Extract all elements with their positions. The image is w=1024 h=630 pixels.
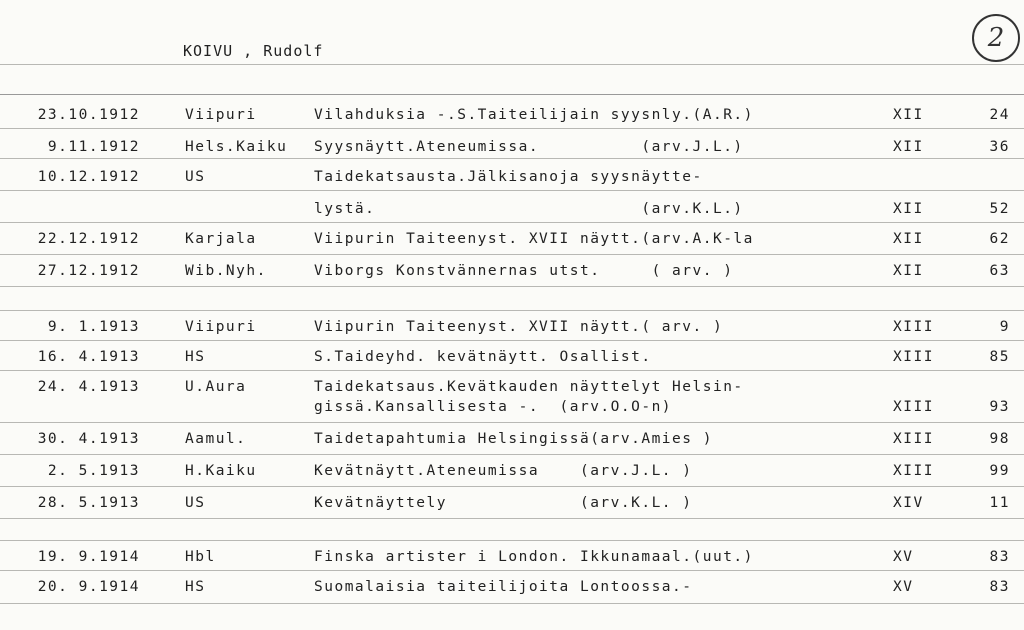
entry-date: 30. 4.1913 [37, 431, 140, 447]
entry-source: Wib.Nyh. [185, 263, 267, 279]
entry-source: Karjala [185, 231, 257, 247]
entry-volume: XII [893, 231, 924, 247]
entry-description: Syysnäytt.Ateneumissa. (arv.J.L.) [314, 139, 744, 155]
entry-date: 9. 1.1913 [47, 319, 140, 335]
entry-volume: XII [893, 201, 924, 217]
entry-date: 19. 9.1914 [37, 549, 140, 565]
entry-description: Taidetapahtumia Helsingissä(arv.Amies ) [314, 431, 713, 447]
entry-page: 62 [989, 231, 1010, 247]
entry-page: 83 [989, 549, 1010, 565]
entry-page: 63 [989, 263, 1010, 279]
card-header-name: KOIVU , Rudolf [183, 42, 324, 60]
entry-volume: XIII [893, 463, 934, 479]
entry-page: 85 [989, 349, 1010, 365]
entry-volume: XII [893, 263, 924, 279]
entry-date: 2. 5.1913 [47, 463, 140, 479]
entry-page: 9 [999, 319, 1010, 335]
ruled-line [0, 254, 1024, 255]
ruled-line [0, 518, 1024, 519]
entry-source: Viipuri [185, 319, 257, 335]
entry-description: Viipurin Taiteenyst. XVII näytt.(arv.A.K-la [314, 231, 754, 247]
entry-source: Hbl [185, 549, 216, 565]
table-row [0, 342, 1024, 372]
table-row [0, 456, 1024, 486]
ruled-line [0, 454, 1024, 455]
entry-volume: XIII [893, 399, 934, 415]
entry-volume: XIV [893, 495, 924, 511]
entry-description: Vilahduksia -.S.Taiteilijain syysnly.(A.R.) [314, 107, 754, 123]
entry-description: Viipurin Taiteenyst. XVII näytt.( arv. ) [314, 319, 724, 335]
entry-page: 93 [989, 399, 1010, 415]
entry-date: 10.12.1912 [37, 169, 140, 185]
entry-source: US [185, 495, 206, 511]
entry-date: 16. 4.1913 [37, 349, 140, 365]
table-row [0, 162, 1024, 192]
entry-page: 99 [989, 463, 1010, 479]
entry-volume: XII [893, 107, 924, 123]
ruled-line [0, 603, 1024, 604]
entry-description: Finska artister i London. Ikkunamaal.(uut.) [314, 549, 754, 565]
table-row [0, 194, 1024, 224]
table-row [0, 542, 1024, 572]
entry-date: 20. 9.1914 [37, 579, 140, 595]
table-row [0, 132, 1024, 162]
entry-description: lystä. (arv.K.L.) [314, 201, 744, 217]
entry-volume: XII [893, 139, 924, 155]
entry-date: 9.11.1912 [47, 139, 140, 155]
table-row [0, 256, 1024, 286]
entry-volume: XIII [893, 319, 934, 335]
entry-description: Taidekatsausta.Jälkisanoja syysnäytte- [314, 169, 703, 185]
entry-description: Viborgs Konstvännernas utst. ( arv. ) [314, 263, 734, 279]
entry-source: HS [185, 349, 206, 365]
ruled-line [0, 422, 1024, 423]
entry-date: 23.10.1912 [37, 107, 140, 123]
entry-page: 24 [989, 107, 1010, 123]
entry-page: 11 [989, 495, 1010, 511]
entry-source: Viipuri [185, 107, 257, 123]
entry-description: Taidekatsaus.Kevätkauden näyttelyt Helsin- [314, 379, 744, 395]
entry-description: gissä.Kansallisesta -. (arv.O.O-n) [314, 399, 673, 415]
entry-volume: XV [893, 579, 914, 595]
entry-date: 24. 4.1913 [37, 379, 140, 395]
entry-description: Suomalaisia taiteilijoita Lontoossa.- [314, 579, 693, 595]
table-row [0, 224, 1024, 254]
entry-source: US [185, 169, 206, 185]
entry-source: HS [185, 579, 206, 595]
ruled-line [0, 310, 1024, 311]
entry-source: Aamul. [185, 431, 247, 447]
entry-date: 27.12.1912 [37, 263, 140, 279]
ruled-line [0, 64, 1024, 65]
entry-volume: XV [893, 549, 914, 565]
table-row [0, 100, 1024, 130]
entry-description: Kevätnäyttely (arv.K.L. ) [314, 495, 693, 511]
entry-volume: XIII [893, 349, 934, 365]
ruled-line [0, 540, 1024, 541]
entry-page: 83 [989, 579, 1010, 595]
entry-description: Kevätnäytt.Ateneumissa (arv.J.L. ) [314, 463, 693, 479]
table-row [0, 392, 1024, 422]
entry-volume: XIII [893, 431, 934, 447]
entry-page: 36 [989, 139, 1010, 155]
entry-source: U.Aura [185, 379, 247, 395]
ruled-line [0, 94, 1024, 95]
table-row [0, 424, 1024, 454]
table-row [0, 312, 1024, 342]
ruled-line [0, 486, 1024, 487]
table-row [0, 488, 1024, 518]
card-number-circled: 2 [972, 14, 1020, 62]
ruled-line [0, 286, 1024, 287]
entry-date: 28. 5.1913 [37, 495, 140, 511]
entry-page: 98 [989, 431, 1010, 447]
table-row [0, 572, 1024, 602]
entry-description: S.Taideyhd. kevätnäytt. Osallist. [314, 349, 652, 365]
entry-source: Hels.Kaiku [185, 139, 288, 155]
entry-page: 52 [989, 201, 1010, 217]
entry-date: 22.12.1912 [37, 231, 140, 247]
entry-source: H.Kaiku [185, 463, 257, 479]
